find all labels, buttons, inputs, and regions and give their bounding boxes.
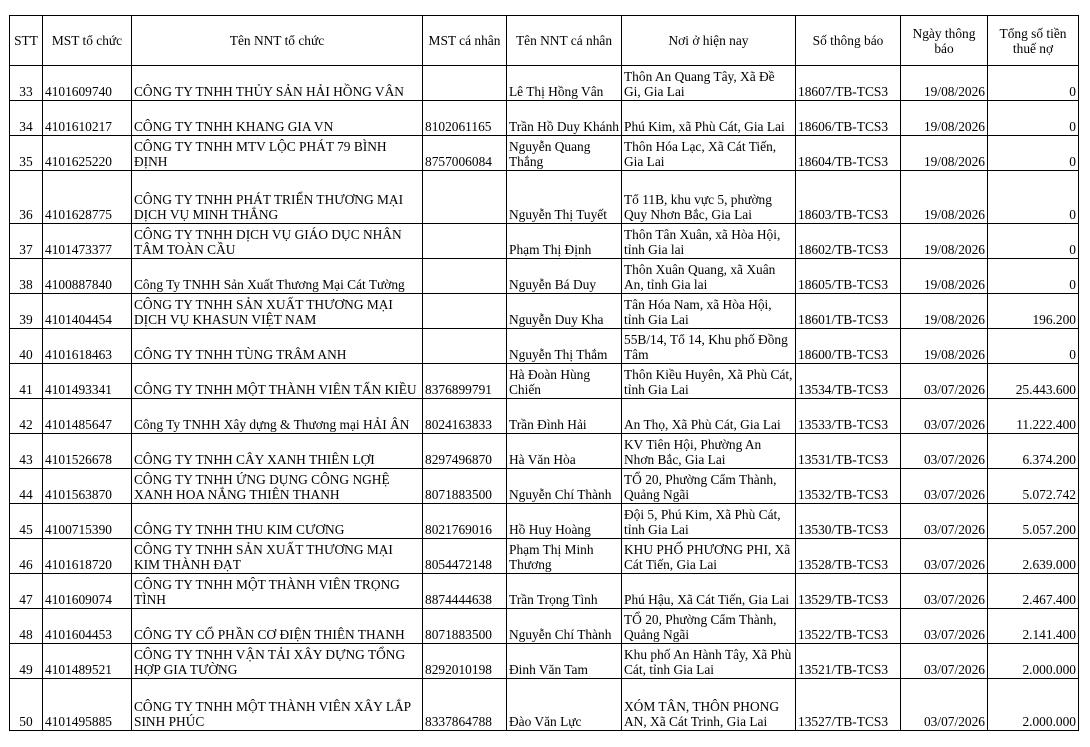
cell-mst-person (423, 329, 507, 364)
cell-name-person: Đào Văn Lực (507, 679, 622, 731)
cell-notice-no: 18603/TB-TCS3 (796, 171, 901, 224)
cell-notice-date: 19/08/2026 (901, 259, 988, 294)
cell-notice-no: 13531/TB-TCS3 (796, 434, 901, 469)
cell-debt-total: 2.639.000 (988, 539, 1079, 574)
cell-mst-person (423, 171, 507, 224)
cell-debt-total: 6.374.200 (988, 434, 1079, 469)
cell-name-person: Nguyễn Thị Thắm (507, 329, 622, 364)
cell-mst-org: 4101609740 (43, 66, 132, 101)
cell-mst-person (423, 259, 507, 294)
cell-notice-no: 13528/TB-TCS3 (796, 539, 901, 574)
cell-name-person: Nguyễn Duy Kha (507, 294, 622, 329)
cell-stt: 37 (10, 224, 43, 259)
cell-mst-org: 4101526678 (43, 434, 132, 469)
cell-address: Đội 5, Phú Kim, Xã Phù Cát, tỉnh Gia Lai (622, 504, 796, 539)
cell-name-org: CÔNG TY TNHH VẬN TẢI XÂY DỰNG TỔNG HỢP GIA TƯỜNG (132, 644, 423, 679)
table-row (10, 294, 1079, 329)
cell-name-org: CÔNG TY TNHH MỘT THÀNH VIÊN TẤN KIỀU (132, 364, 423, 399)
table-row (10, 329, 1079, 364)
header-stt: STT (10, 16, 43, 66)
header-address: Nơi ở hiện nay (622, 16, 796, 66)
cell-address: KHU PHỐ PHƯƠNG PHI, Xã Cát Tiến, Gia Lai (622, 539, 796, 574)
cell-mst-person: 8071883500 (423, 609, 507, 644)
cell-notice-no: 18602/TB-TCS3 (796, 224, 901, 259)
cell-mst-person: 8376899791 (423, 364, 507, 399)
cell-name-org: CÔNG TY TNHH ỨNG DỤNG CÔNG NGHỆ XANH HOA NẮNG THIÊN THANH (132, 469, 423, 504)
cell-name-person: Nguyễn Thị Tuyết (507, 171, 622, 224)
header-notice-date: Ngày thông báo (901, 16, 988, 66)
cell-address: Thôn Hóa Lạc, Xã Cát Tiến, Gia Lai (622, 136, 796, 171)
cell-notice-no: 18604/TB-TCS3 (796, 136, 901, 171)
cell-stt: 45 (10, 504, 43, 539)
cell-notice-no: 13532/TB-TCS3 (796, 469, 901, 504)
cell-address: Thôn Tân Xuân, xã Hòa Hội, tỉnh Gia lai (622, 224, 796, 259)
cell-address: Thôn An Quang Tây, Xã Đề Gi, Gia Lai (622, 66, 796, 101)
cell-name-person: Hà Đoàn Hùng Chiến (507, 364, 622, 399)
cell-mst-org: 4100715390 (43, 504, 132, 539)
header-debt-total: Tổng số tiền thuế nợ (988, 16, 1079, 66)
cell-name-org: CÔNG TY TNHH TÙNG TRÂM ANH (132, 329, 423, 364)
cell-mst-person: 8102061165 (423, 101, 507, 136)
cell-stt: 33 (10, 66, 43, 101)
cell-notice-date: 19/08/2026 (901, 224, 988, 259)
cell-debt-total: 2.000.000 (988, 644, 1079, 679)
cell-stt: 43 (10, 434, 43, 469)
cell-name-person: Nguyễn Quang Thắng (507, 136, 622, 171)
cell-address: Khu phố An Hành Tây, Xã Phù Cát, tỉnh Gia Lai (622, 644, 796, 679)
cell-stt: 41 (10, 364, 43, 399)
cell-address: An Thọ, Xã Phù Cát, Gia Lai (622, 399, 796, 434)
cell-mst-org: 4101628775 (43, 171, 132, 224)
cell-name-person: Trần Đình Hải (507, 399, 622, 434)
cell-address: TỔ 20, Phường Cẩm Thành, Quảng Ngãi (622, 469, 796, 504)
cell-notice-no: 18606/TB-TCS3 (796, 101, 901, 136)
cell-debt-total: 0 (988, 259, 1079, 294)
cell-name-person: Đinh Văn Tam (507, 644, 622, 679)
cell-name-org: CÔNG TY TNHH PHÁT TRIỂN THƯƠNG MẠI DỊCH VỤ MINH THẮNG (132, 171, 423, 224)
cell-stt: 39 (10, 294, 43, 329)
table-row (10, 224, 1079, 259)
cell-notice-date: 19/08/2026 (901, 136, 988, 171)
cell-name-person: Hồ Huy Hoàng (507, 504, 622, 539)
cell-mst-org: 4101563870 (43, 469, 132, 504)
cell-mst-org: 4101618720 (43, 539, 132, 574)
cell-mst-org: 4101485647 (43, 399, 132, 434)
cell-name-org: CÔNG TY TNHH KHANG GIA VN (132, 101, 423, 136)
cell-name-org: Công Ty TNHH Sản Xuất Thương Mại Cát Tường (132, 259, 423, 294)
cell-notice-no: 13534/TB-TCS3 (796, 364, 901, 399)
table-row (10, 574, 1079, 609)
header-name-person: Tên NNT cá nhân (507, 16, 622, 66)
cell-name-person: Nguyễn Chí Thành (507, 469, 622, 504)
cell-name-org: CÔNG TY CỔ PHẦN CƠ ĐIỆN THIÊN THANH (132, 609, 423, 644)
cell-notice-no: 18601/TB-TCS3 (796, 294, 901, 329)
cell-mst-person (423, 294, 507, 329)
cell-notice-no: 13533/TB-TCS3 (796, 399, 901, 434)
cell-name-org: CÔNG TY TNHH SẢN XUẤT THƯƠNG MẠI DỊCH VỤ KHASUN VIỆT NAM (132, 294, 423, 329)
cell-notice-no: 13530/TB-TCS3 (796, 504, 901, 539)
cell-notice-no: 13521/TB-TCS3 (796, 644, 901, 679)
cell-name-person: Lê Thị Hồng Vân (507, 66, 622, 101)
cell-notice-date: 03/07/2026 (901, 364, 988, 399)
cell-debt-total: 0 (988, 329, 1079, 364)
cell-mst-org: 4101618463 (43, 329, 132, 364)
cell-name-org: CÔNG TY TNHH MTV LỘC PHÁT 79 BÌNH ĐỊNH (132, 136, 423, 171)
table-row (10, 101, 1079, 136)
cell-name-org: Công Ty TNHH Xây dựng & Thương mại HẢI ÂN (132, 399, 423, 434)
cell-mst-org: 4100887840 (43, 259, 132, 294)
cell-notice-date: 03/07/2026 (901, 609, 988, 644)
table-row (10, 364, 1079, 399)
cell-mst-person: 8297496870 (423, 434, 507, 469)
cell-stt: 42 (10, 399, 43, 434)
cell-stt: 46 (10, 539, 43, 574)
cell-stt: 34 (10, 101, 43, 136)
header-mst-person: MST cá nhân (423, 16, 507, 66)
cell-mst-person: 8757006084 (423, 136, 507, 171)
table-row (10, 434, 1079, 469)
cell-mst-org: 4101609074 (43, 574, 132, 609)
header-notice-no: Số thông báo (796, 16, 901, 66)
cell-address: KV Tiên Hội, Phường An Nhơn Bắc, Gia Lai (622, 434, 796, 469)
cell-name-person: Nguyễn Chí Thành (507, 609, 622, 644)
cell-mst-person: 8292010198 (423, 644, 507, 679)
cell-debt-total: 0 (988, 224, 1079, 259)
cell-address: Tổ 11B, khu vực 5, phường Quy Nhơn Bắc, Gia Lai (622, 171, 796, 224)
cell-name-person: Nguyễn Bá Duy (507, 259, 622, 294)
cell-mst-person: 8874444638 (423, 574, 507, 609)
cell-address: XÓM TÂN, THÔN PHONG AN, Xã Cát Trinh, Gia Lai (622, 679, 796, 731)
cell-debt-total: 5.072.742 (988, 469, 1079, 504)
cell-debt-total: 0 (988, 66, 1079, 101)
cell-mst-org: 4101493341 (43, 364, 132, 399)
cell-notice-date: 19/08/2026 (901, 294, 988, 329)
cell-name-person: Trần Trọng Tình (507, 574, 622, 609)
cell-name-org: CÔNG TY TNHH MỘT THÀNH VIÊN TRỌNG TÌNH (132, 574, 423, 609)
cell-mst-org: 4101604453 (43, 609, 132, 644)
cell-name-person: Hà Văn Hòa (507, 434, 622, 469)
cell-debt-total: 25.443.600 (988, 364, 1079, 399)
cell-stt: 49 (10, 644, 43, 679)
cell-debt-total: 0 (988, 171, 1079, 224)
cell-notice-date: 19/08/2026 (901, 66, 988, 101)
cell-mst-org: 4101489521 (43, 644, 132, 679)
cell-stt: 36 (10, 171, 43, 224)
cell-mst-org: 4101495885 (43, 679, 132, 731)
cell-notice-date: 19/08/2026 (901, 329, 988, 364)
table-row (10, 66, 1079, 101)
table-row (10, 679, 1079, 731)
table-row (10, 504, 1079, 539)
cell-address: Thôn Kiều Huyên, Xã Phù Cát, tỉnh Gia Lai (622, 364, 796, 399)
cell-address: Phú Hậu, Xã Cát Tiến, Gia Lai (622, 574, 796, 609)
cell-name-org: CÔNG TY TNHH MỘT THÀNH VIÊN XÂY LẮP SINH PHÚC (132, 679, 423, 731)
cell-mst-person: 8071883500 (423, 469, 507, 504)
cell-notice-date: 19/08/2026 (901, 101, 988, 136)
cell-notice-date: 03/07/2026 (901, 504, 988, 539)
cell-name-person: Phạm Thị Minh Thương (507, 539, 622, 574)
cell-notice-date: 03/07/2026 (901, 434, 988, 469)
cell-address: Tân Hóa Nam, xã Hòa Hội, tỉnh Gia Lai (622, 294, 796, 329)
cell-debt-total: 2.141.400 (988, 609, 1079, 644)
tax-debt-table (9, 15, 1079, 731)
cell-address: TỔ 20, Phường Cẩm Thành, Quảng Ngãi (622, 609, 796, 644)
cell-notice-no: 13529/TB-TCS3 (796, 574, 901, 609)
cell-address: 55B/14, Tổ 14, Khu phố Đồng Tâm (622, 329, 796, 364)
cell-notice-no: 13527/TB-TCS3 (796, 679, 901, 731)
cell-name-org: CÔNG TY TNHH CÂY XANH THIÊN LỢI (132, 434, 423, 469)
cell-notice-date: 19/08/2026 (901, 171, 988, 224)
cell-stt: 47 (10, 574, 43, 609)
cell-debt-total: 2.000.000 (988, 679, 1079, 731)
cell-stt: 40 (10, 329, 43, 364)
cell-notice-date: 03/07/2026 (901, 574, 988, 609)
cell-mst-person: 8054472148 (423, 539, 507, 574)
cell-mst-person: 8024163833 (423, 399, 507, 434)
cell-mst-org: 4101473377 (43, 224, 132, 259)
cell-notice-date: 03/07/2026 (901, 679, 988, 731)
cell-mst-org: 4101610217 (43, 101, 132, 136)
cell-mst-person: 8337864788 (423, 679, 507, 731)
table-row (10, 644, 1079, 679)
cell-address: Thôn Xuân Quang, xã Xuân An, tỉnh Gia lai (622, 259, 796, 294)
cell-notice-no: 13522/TB-TCS3 (796, 609, 901, 644)
cell-mst-org: 4101625220 (43, 136, 132, 171)
cell-stt: 44 (10, 469, 43, 504)
cell-notice-date: 03/07/2026 (901, 399, 988, 434)
cell-mst-person (423, 224, 507, 259)
cell-debt-total: 11.222.400 (988, 399, 1079, 434)
table-row (10, 609, 1079, 644)
table-row (10, 171, 1079, 224)
cell-notice-date: 03/07/2026 (901, 539, 988, 574)
cell-name-org: CÔNG TY TNHH THỦY SẢN HẢI HỒNG VÂN (132, 66, 423, 101)
cell-debt-total: 196.200 (988, 294, 1079, 329)
table-row (10, 259, 1079, 294)
cell-mst-org: 4101404454 (43, 294, 132, 329)
header-name-org: Tên NNT tổ chức (132, 16, 423, 66)
cell-debt-total: 2.467.400 (988, 574, 1079, 609)
table-row (10, 469, 1079, 504)
cell-mst-person: 8021769016 (423, 504, 507, 539)
cell-debt-total: 5.057.200 (988, 504, 1079, 539)
cell-notice-date: 03/07/2026 (901, 469, 988, 504)
cell-stt: 35 (10, 136, 43, 171)
cell-name-org: CÔNG TY TNHH DỊCH VỤ GIÁO DỤC NHÂN TÂM TOÀN CẦU (132, 224, 423, 259)
table-row (10, 399, 1079, 434)
cell-name-org: CÔNG TY TNHH THU KIM CƯƠNG (132, 504, 423, 539)
cell-stt: 48 (10, 609, 43, 644)
cell-notice-no: 18600/TB-TCS3 (796, 329, 901, 364)
table-row (10, 539, 1079, 574)
cell-stt: 50 (10, 679, 43, 731)
cell-mst-person (423, 66, 507, 101)
cell-notice-no: 18605/TB-TCS3 (796, 259, 901, 294)
cell-notice-date: 03/07/2026 (901, 644, 988, 679)
cell-name-person: Trần Hồ Duy Khánh (507, 101, 622, 136)
cell-name-person: Phạm Thị Định (507, 224, 622, 259)
cell-debt-total: 0 (988, 136, 1079, 171)
cell-stt: 38 (10, 259, 43, 294)
cell-name-org: CÔNG TY TNHH SẢN XUẤT THƯƠNG MẠI KIM THÀNH ĐẠT (132, 539, 423, 574)
table-row (10, 136, 1079, 171)
cell-address: Phú Kim, xã Phù Cát, Gia Lai (622, 101, 796, 136)
header-mst-org: MST tổ chức (43, 16, 132, 66)
table-header-row (10, 16, 1079, 66)
cell-notice-no: 18607/TB-TCS3 (796, 66, 901, 101)
cell-debt-total: 0 (988, 101, 1079, 136)
table-body (10, 66, 1079, 731)
